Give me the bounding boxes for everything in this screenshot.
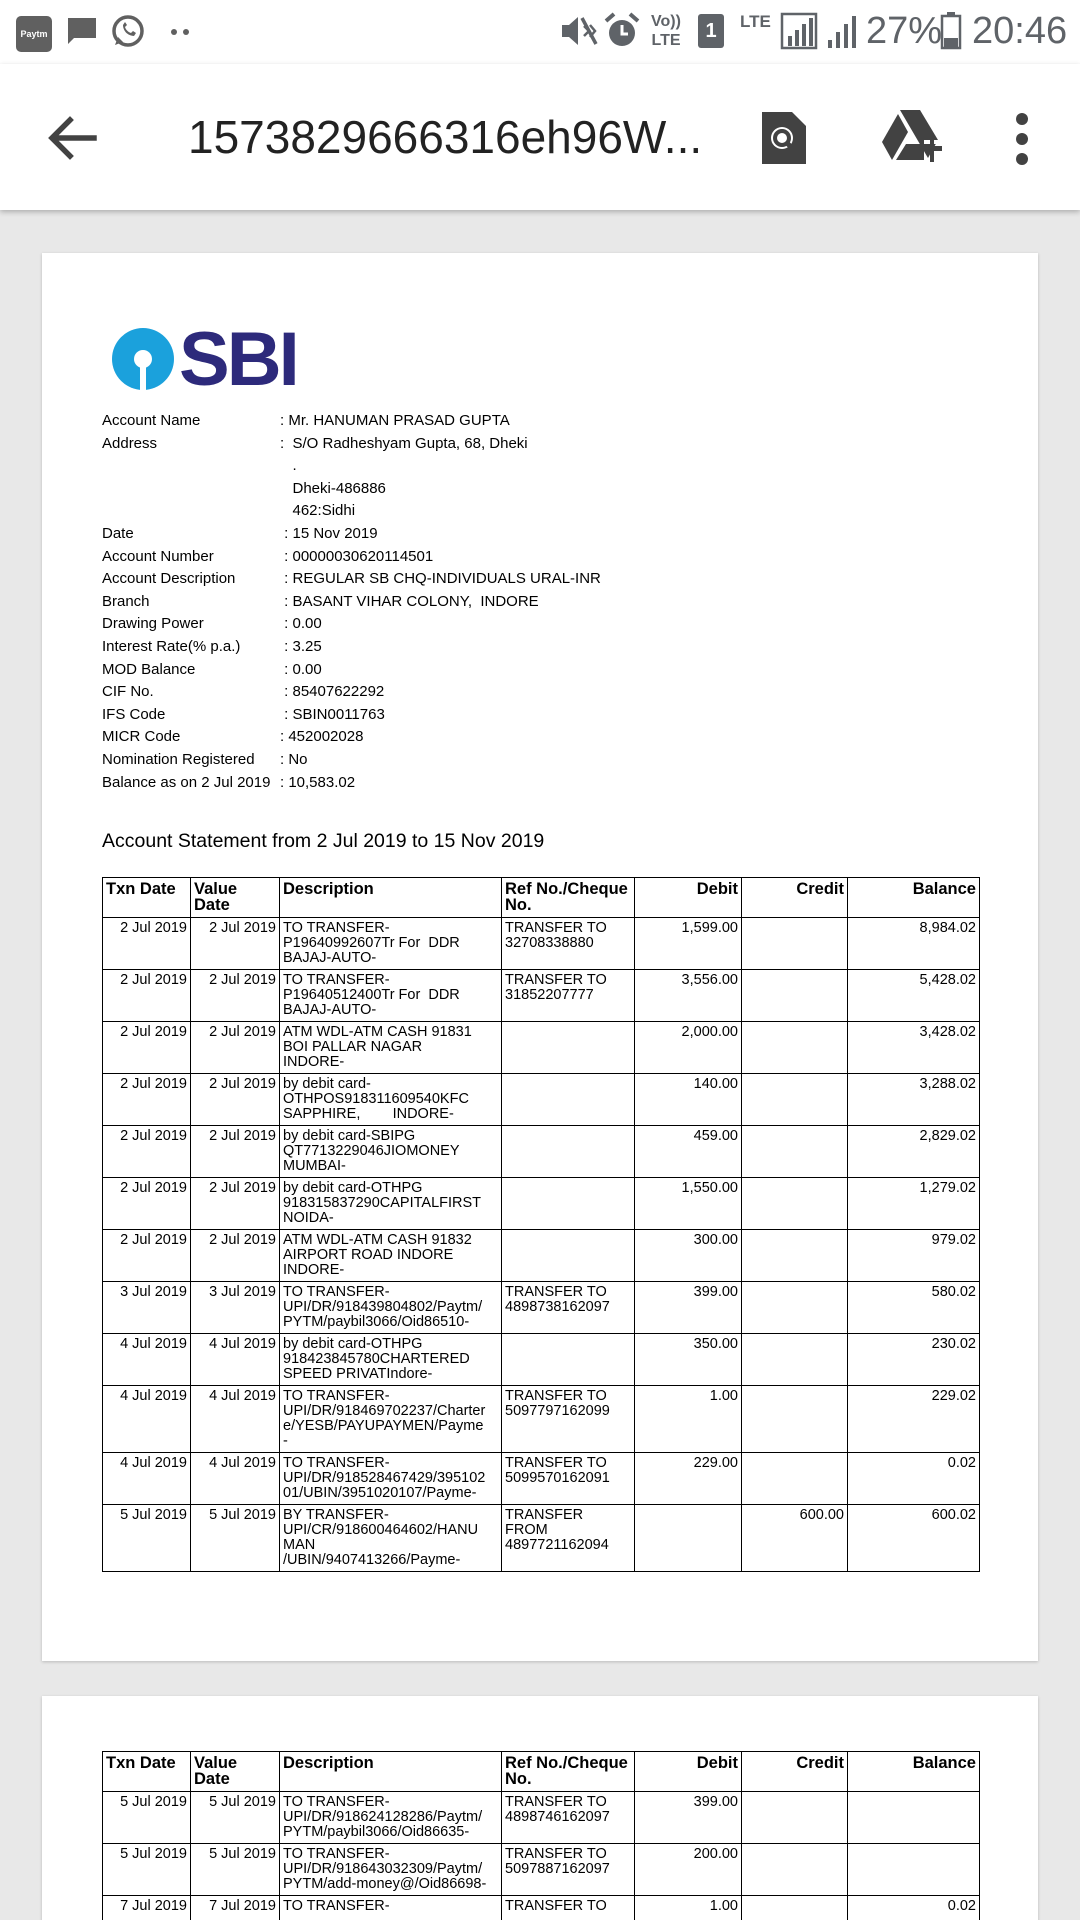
statement-title: Account Statement from 2 Jul 2019 to 15 Nov 2019 (102, 830, 545, 852)
cell-ref (502, 1334, 635, 1386)
whatsapp-notification-icon (110, 13, 146, 49)
account-info-row (102, 546, 802, 569)
statement-table-continued (102, 1751, 980, 1920)
cell-txn: 5 Jul 2019 (103, 1844, 191, 1896)
table-row (103, 1505, 980, 1572)
cell-debit: 3,556.00 (635, 970, 742, 1022)
cell-desc: by debit card-SBIPG QT7713229046JIOMONEY MUMBAI- (280, 1126, 502, 1178)
table-row (103, 1178, 980, 1230)
column-header: Description (280, 1752, 502, 1792)
cell-desc: by debit card-OTHPG 918315837290CAPITALFIRST NOIDA- (280, 1178, 502, 1230)
cell-debit: 229.00 (635, 1453, 742, 1505)
account-info-value: . (280, 457, 297, 475)
cell-value: 2 Jul 2019 (191, 1230, 280, 1282)
sim-indicator: 1 (698, 14, 724, 48)
cell-credit (742, 1844, 848, 1896)
cell-ref: TRANSFER TO 4898746162097 (502, 1792, 635, 1844)
cell-ref: TRANSFER TO (502, 1896, 635, 1920)
cell-balance (848, 1844, 980, 1896)
cell-value: 3 Jul 2019 (191, 1282, 280, 1334)
cell-txn: 4 Jul 2019 (103, 1453, 191, 1505)
cell-balance: 3,428.02 (848, 1022, 980, 1074)
cell-desc: by debit card- OTHPOS918311609540KFC SAPPHIRE, INDORE- (280, 1074, 502, 1126)
mute-icon (560, 14, 598, 48)
account-info-value: : 15 Nov 2019 (280, 524, 378, 542)
cell-balance: 1,279.02 (848, 1178, 980, 1230)
cell-value: 4 Jul 2019 (191, 1453, 280, 1505)
document-viewer[interactable] (0, 212, 1080, 1920)
cell-ref (502, 1022, 635, 1074)
cell-balance: 600.02 (848, 1505, 980, 1572)
account-info-row (102, 523, 802, 546)
account-info-label: Branch (102, 592, 150, 610)
account-info-label: Drawing Power (102, 615, 204, 633)
column-header: Txn Date (103, 878, 191, 918)
cell-value: 2 Jul 2019 (191, 918, 280, 970)
sbi-logo-text: SBI (179, 317, 297, 402)
column-header: Description (280, 878, 502, 918)
cell-value: 4 Jul 2019 (191, 1334, 280, 1386)
account-info-row (102, 433, 802, 456)
cell-desc: ATM WDL-ATM CASH 91832 AIRPORT ROAD INDORE INDORE- (280, 1230, 502, 1282)
cell-credit (742, 1792, 848, 1844)
back-arrow-icon[interactable] (46, 112, 98, 164)
table-row (103, 970, 980, 1022)
table-row (103, 1022, 980, 1074)
cell-debit: 350.00 (635, 1334, 742, 1386)
column-header: Balance (848, 1752, 980, 1792)
account-info-value: : 3.25 (280, 637, 322, 655)
column-header: Debit (635, 878, 742, 918)
cell-credit (742, 1074, 848, 1126)
table-header-row (103, 1752, 980, 1792)
cell-balance: 0.02 (848, 1896, 980, 1920)
cell-credit (742, 1022, 848, 1074)
account-info-value: : SBIN0011763 (280, 705, 385, 723)
cell-balance: 0.02 (848, 1453, 980, 1505)
sbi-keyhole-logo-icon (111, 327, 175, 391)
cell-txn: 2 Jul 2019 (103, 918, 191, 970)
cell-balance: 580.02 (848, 1282, 980, 1334)
table-row (103, 1896, 980, 1920)
column-header: Ref No./Cheque No. (502, 878, 635, 918)
cell-credit (742, 1453, 848, 1505)
cell-desc: by debit card-OTHPG 918423845780CHARTERED SPEED PRIVATIndore- (280, 1334, 502, 1386)
table-row (103, 1074, 980, 1126)
account-info-label: Account Number (102, 547, 214, 565)
account-info-row (102, 636, 802, 659)
account-info-row (102, 681, 802, 704)
cell-debit: 1.00 (635, 1896, 742, 1920)
account-info-row (102, 500, 802, 523)
battery-icon (940, 12, 962, 50)
cell-balance: 8,984.02 (848, 918, 980, 970)
table-header-row (103, 878, 980, 918)
cell-debit: 300.00 (635, 1230, 742, 1282)
cell-debit: 399.00 (635, 1282, 742, 1334)
table-row (103, 1844, 980, 1896)
account-info (102, 410, 802, 794)
table-row (103, 1792, 980, 1844)
paytm-notification-icon: Paytm (16, 16, 52, 52)
cell-ref: TRANSFER TO 5097797162099 (502, 1386, 635, 1453)
cell-txn: 2 Jul 2019 (103, 1022, 191, 1074)
account-info-value: : 00000030620114501 (280, 547, 434, 565)
account-info-value: : Mr. HANUMAN PRASAD GUPTA (280, 412, 510, 429)
cell-value: 2 Jul 2019 (191, 1126, 280, 1178)
account-info-label: Date (102, 524, 134, 542)
cell-credit (742, 1282, 848, 1334)
signal-strength-icon-2 (826, 12, 858, 50)
cell-ref: TRANSFER TO 4898738162097 (502, 1282, 635, 1334)
column-header: Credit (742, 1752, 848, 1792)
document-page-2 (42, 1696, 1038, 1920)
table-row (103, 1126, 980, 1178)
cell-ref: TRANSFER FROM 4897721162094 (502, 1505, 635, 1572)
cell-desc: TO TRANSFER- UPI/DR/918624128286/Paytm/ PYTM/paybil3066/Oid86635- (280, 1792, 502, 1844)
cell-value: 5 Jul 2019 (191, 1505, 280, 1572)
clock: 20:46 (972, 10, 1068, 52)
cell-balance: 3,288.02 (848, 1074, 980, 1126)
message-notification-icon (66, 16, 98, 48)
table-row (103, 1453, 980, 1505)
cell-desc: TO TRANSFER- P19640512400Tr For DDR BAJAJ-AUTO- (280, 970, 502, 1022)
cell-desc: TO TRANSFER- UPI/DR/918643032309/Paytm/ PYTM/add-money@/Oid86698- (280, 1844, 502, 1896)
sbi-logo (111, 317, 311, 402)
cell-ref: TRANSFER TO 31852207777 (502, 970, 635, 1022)
cell-credit (742, 1126, 848, 1178)
account-info-row (102, 591, 802, 614)
search-document-icon[interactable] (758, 108, 810, 168)
account-info-value: : REGULAR SB CHQ-INDIVIDUALS URAL-INR (280, 570, 601, 588)
table-row (103, 918, 980, 970)
account-info-label: Address (102, 434, 158, 452)
document-title: 1573829666316eh96W... (188, 111, 703, 163)
cell-balance: 5,428.02 (848, 970, 980, 1022)
cell-balance: 229.02 (848, 1386, 980, 1453)
account-info-value: : 452002028 (280, 728, 364, 746)
column-header: Credit (742, 878, 848, 918)
cell-txn: 2 Jul 2019 (103, 1126, 191, 1178)
account-info-label: Nomination Registered (102, 750, 255, 768)
cell-debit: 399.00 (635, 1792, 742, 1844)
table-row (103, 1386, 980, 1453)
cell-credit (742, 1230, 848, 1282)
add-to-drive-icon[interactable] (880, 108, 942, 168)
cell-value: 7 Jul 2019 (191, 1896, 280, 1920)
cell-credit (742, 1896, 848, 1920)
cell-value: 2 Jul 2019 (191, 970, 280, 1022)
account-info-label: Balance as on 2 Jul 2019 (102, 773, 271, 791)
account-info-row (102, 659, 802, 682)
cell-txn: 2 Jul 2019 (103, 1230, 191, 1282)
column-header: Balance (848, 878, 980, 918)
cell-balance: 230.02 (848, 1334, 980, 1386)
cell-txn: 2 Jul 2019 (103, 1178, 191, 1230)
account-info-label: Account Description (102, 570, 236, 588)
account-info-value: : BASANT VIHAR COLONY, INDORE (280, 592, 539, 610)
cell-debit: 1,550.00 (635, 1178, 742, 1230)
cell-value: 5 Jul 2019 (191, 1844, 280, 1896)
cell-debit: 140.00 (635, 1074, 742, 1126)
cell-txn: 2 Jul 2019 (103, 970, 191, 1022)
column-header: Debit (635, 1752, 742, 1792)
statement-table (102, 877, 980, 1572)
account-info-row (102, 704, 802, 727)
column-header: Value Date (191, 1752, 280, 1792)
document-page-1 (42, 253, 1038, 1661)
cell-ref (502, 1126, 635, 1178)
account-info-value: : S/O Radheshyam Gupta, 68, Dheki (280, 434, 528, 452)
cell-ref: TRANSFER TO 5099570162091 (502, 1453, 635, 1505)
cell-credit: 600.00 (742, 1505, 848, 1572)
cell-txn: 3 Jul 2019 (103, 1282, 191, 1334)
account-info-label: Account Name (102, 412, 201, 429)
cell-ref: TRANSFER TO 5097887162097 (502, 1844, 635, 1896)
account-info-label: Interest Rate(% p.a.) (102, 637, 241, 655)
column-header: Ref No./Cheque No. (502, 1752, 635, 1792)
cell-value: 4 Jul 2019 (191, 1386, 280, 1453)
cell-credit (742, 918, 848, 970)
account-info-row (102, 478, 802, 501)
account-info-label: MOD Balance (102, 660, 196, 678)
lte-indicator: LTE (740, 12, 771, 31)
cell-value: 2 Jul 2019 (191, 1074, 280, 1126)
table-row (103, 1230, 980, 1282)
account-info-label: MICR Code (102, 728, 181, 746)
account-info-value: : 0.00 (280, 615, 322, 633)
cell-txn: 2 Jul 2019 (103, 1074, 191, 1126)
account-info-row (102, 749, 802, 772)
cell-ref (502, 1074, 635, 1126)
battery-percent: 27% (866, 10, 943, 52)
cell-value: 5 Jul 2019 (191, 1792, 280, 1844)
cell-txn: 4 Jul 2019 (103, 1386, 191, 1453)
table-row (103, 1334, 980, 1386)
cell-desc: TO TRANSFER- UPI/DR/918469702237/Charter e/YESB/PAYUPAYMEN/Payme - (280, 1386, 502, 1453)
cell-ref: TRANSFER TO 32708338880 (502, 918, 635, 970)
signal-strength-icon-1 (780, 12, 818, 50)
cell-txn: 7 Jul 2019 (103, 1896, 191, 1920)
account-info-row (102, 726, 802, 749)
account-info-value: : No (280, 750, 308, 768)
cell-credit (742, 1334, 848, 1386)
account-info-value: : 10,583.02 (280, 773, 356, 791)
cell-balance: 979.02 (848, 1230, 980, 1282)
cell-debit (635, 1505, 742, 1572)
cell-desc: TO TRANSFER- UPI/DR/918528467429/395102 01/UBIN/3951020107/Payme- (280, 1453, 502, 1505)
account-info-row (102, 772, 802, 795)
cell-debit: 459.00 (635, 1126, 742, 1178)
account-info-label: IFS Code (102, 705, 166, 723)
cell-desc: TO TRANSFER- (280, 1896, 502, 1920)
cell-value: 2 Jul 2019 (191, 1178, 280, 1230)
cell-value: 2 Jul 2019 (191, 1022, 280, 1074)
cell-desc: BY TRANSFER- UPI/CR/918600464602/HANU MAN /UBIN/9407413266/Payme- (280, 1505, 502, 1572)
cell-credit (742, 1386, 848, 1453)
table-row (103, 1282, 980, 1334)
cell-txn: 5 Jul 2019 (103, 1792, 191, 1844)
cell-desc: ATM WDL-ATM CASH 91831 BOI PALLAR NAGAR INDORE- (280, 1022, 502, 1074)
account-info-row (102, 613, 802, 636)
cell-txn: 5 Jul 2019 (103, 1505, 191, 1572)
account-info-row (102, 410, 802, 433)
cell-desc: TO TRANSFER- UPI/DR/918439804802/Paytm/ PYTM/paybil3066/Oid86510- (280, 1282, 502, 1334)
cell-debit: 2,000.00 (635, 1022, 742, 1074)
alarm-icon (604, 12, 640, 50)
cell-ref (502, 1230, 635, 1282)
account-info-row (102, 455, 802, 478)
account-info-value: : 85407622292 (280, 683, 385, 701)
more-notifications-icon (170, 28, 194, 36)
volte-indicator: Vo)) LTE (651, 13, 681, 49)
account-info-row (102, 568, 802, 591)
account-info-value: Dheki-486886 (280, 479, 386, 497)
account-info-value: : 0.00 (280, 660, 322, 678)
cell-credit (742, 970, 848, 1022)
cell-balance (848, 1792, 980, 1844)
account-info-value: 462:Sidhi (280, 502, 356, 520)
cell-txn: 4 Jul 2019 (103, 1334, 191, 1386)
cell-desc: TO TRANSFER- P19640992607Tr For DDR BAJAJ-AUTO- (280, 918, 502, 970)
cell-balance: 2,829.02 (848, 1126, 980, 1178)
cell-credit (742, 1178, 848, 1230)
more-vert-icon[interactable] (1012, 112, 1032, 166)
account-info-label: CIF No. (102, 683, 154, 701)
cell-debit: 1.00 (635, 1386, 742, 1453)
app-bar (0, 64, 1080, 210)
cell-debit: 200.00 (635, 1844, 742, 1896)
column-header: Value Date (191, 878, 280, 918)
column-header: Txn Date (103, 1752, 191, 1792)
status-bar (0, 0, 1080, 64)
cell-ref (502, 1178, 635, 1230)
cell-debit: 1,599.00 (635, 918, 742, 970)
